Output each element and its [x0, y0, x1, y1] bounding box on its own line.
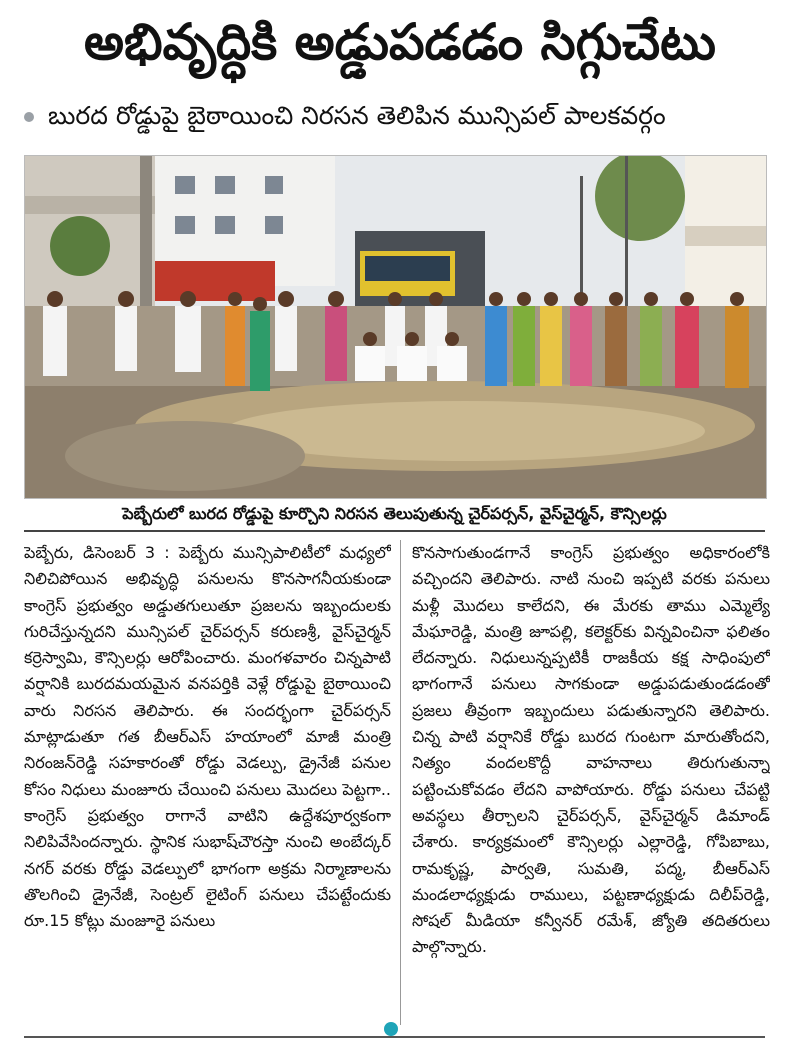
photo-caption: పెబ్బేరులో బురద రోడ్డుపై కూర్చొని నిరసన తెలుపుతున్న చైర్‌పర్సన్, వైస్‌చైర్మన్, కౌన్సిలర్లు [24, 498, 765, 532]
column-divider [400, 540, 401, 1025]
article-body-right-column [412, 540, 770, 1030]
bullet-icon [24, 112, 34, 122]
accent-dot-icon [384, 1022, 398, 1036]
article-paragraph-right: కొనసాగుతుండగానే కాంగ్రెస్ ప్రభుత్వం అధికారంలోకి వచ్చిందని తెలిపారు. నాటి నుంచి ఇప్పటి వరకు పనులు మళ్లీ మొదలు కాలేదని, ఈ మేరకు తాము ఎమ్మెల్యే మేఘారెడ్డి, మంత్రి జూపల్లి, కలెక్టర్‌కు విన్నవించినా ఫలితం లేదన్నారు. నిధులున్నప్పటికీ రాజకీయ కక్ష సాధింపులో భాగంగానే పనులు సాగకుండా అడ్డుపడుతుండడంతో ప్రజలు తీవ్రంగా ఇబ్బందులు పడుతున్నారని తెలిపారు. చిన్న పాటి వర్షానికే రోడ్డు బురద గుంటగా మారుతోందని, నిత్యం వందలకొద్దీ వాహనాలు తిరుగుతున్నా పట్టించుకోవడం లేదని వాపోయారు. రోడ్డు పనులు చేపట్టి అవస్థలు తీర్చాలని చైర్‌పర్సన్, వైస్‌చైర్మన్ డిమాండ్ చేశారు. కార్యక్రమంలో కౌన్సిలర్లు ఎల్లారెడ్డి, గోపిబాబు, రామకృష్ణ, పార్వతి, సుమతి, పద్మ, బీఆర్‌ఎస్ మండలాధ్యక్షుడు రాములు, పట్టణాధ్యక్షుడు దిలీప్‌రెడ్డి, సోషల్ మీడియా కన్వీనర్ రమేశ్, జ్యోతి తదితరులు పాల్గొన్నారు. [412, 543, 770, 957]
protest-photo [24, 155, 767, 499]
footer-rule [24, 1036, 765, 1038]
subheadline-text: బురద రోడ్డుపై బైఠాయించి నిరసన తెలిపిన మున్సిపల్ పాలకవర్గం [48, 101, 666, 130]
article-body-left-column [24, 540, 391, 1030]
headline: అభివృద్ధికి అడ్డుపడడం సిగ్గుచేటు [84, 13, 716, 71]
subheadline [24, 96, 790, 138]
article-paragraph-left: పెబ్బేరు, డిసెంబర్ 3 : పెబ్బేరు మున్సిపాలిటీలో మధ్యలో నిలిచిపోయిన అభివృద్ధి పనులను కొనసాగనీయకుండా కాంగ్రెస్ ప్రభుత్వం అడ్డుతగులుతూ ప్రజలను ఇబ్బందులకు గురిచేస్తున్నదని మున్సిపల్ చైర్‌పర్సన్ కరుణశ్రీ, వైస్‌చైర్మన్ కర్రెస్వామి, కౌన్సిలర్లు ఆరోపించారు. మంగళవారం చిన్నపాటి వర్షానికి బురదమయమైన వనపర్తికి వెళ్లే రోడ్డుపై బైఠాయించి వారు నిరసన తెలిపారు. ఈ సందర్భంగా చైర్‌పర్సన్ మాట్లాడుతూ గత బీఆర్‌ఎస్ హయాంలో మాజీ మంత్రి నిరంజన్‌రెడ్డి సహకారంతో రోడ్డు వెడల్పు, డ్రైనేజీ పనుల కోసం నిధులు మంజూరు చేయించి పనులు మొదలు పెట్టగా.. కాంగ్రెస్ ప్రభుత్వం రాగానే వాటిని ఉద్దేశపూర్వకంగా నిలిపివేసిందన్నారు. స్థానిక సుభాష్‌చౌరస్తా నుంచి అంబేద్కర్ నగర్ వరకు రోడ్డు వెడల్పులో భాగంగా అక్రమ నిర్మాణాలను తొలగించి డ్రైనేజీ, సెంట్రల్ లైటింగ్ పనులు చేపట్టేందుకు రూ.15 కోట్లు మంజూరై పనులు [24, 543, 391, 931]
